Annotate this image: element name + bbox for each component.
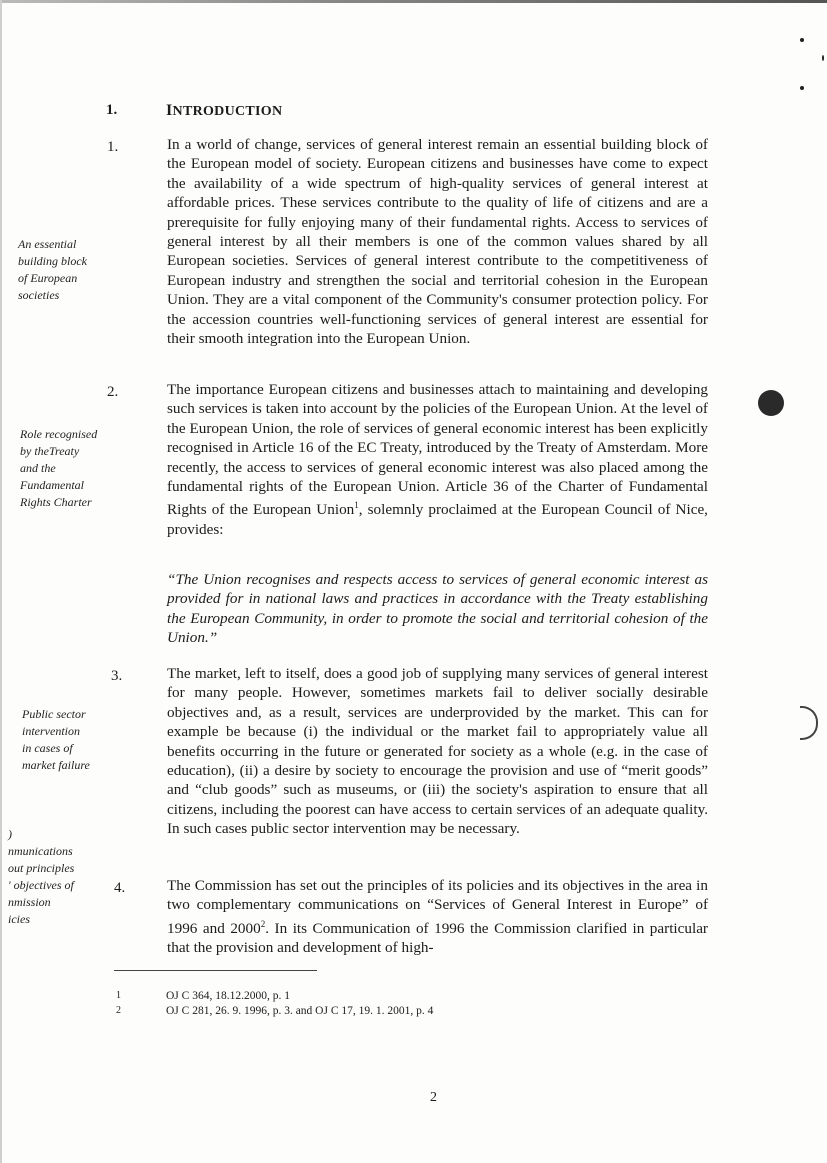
margin-note-line: societies — [18, 288, 60, 302]
footnote-rule — [114, 970, 317, 971]
margin-note-line: Role recognised — [20, 427, 98, 441]
margin-note-line: by theTreaty — [20, 444, 80, 458]
paragraph-4-text: The Commission has set out the principles of its policies and its objectives in the area in two complementary communications on “Services of General Interest in Europe” of 1996 and 2000 — [167, 877, 708, 937]
scan-bracket-mark — [800, 706, 818, 740]
margin-note-line: of European — [18, 271, 78, 285]
margin-note-role-recognised — [20, 426, 97, 511]
paragraph-4 — [167, 876, 708, 958]
scan-speck — [822, 55, 824, 61]
margin-note-line: in cases of — [22, 741, 73, 755]
margin-note-line: nmunications — [8, 844, 73, 858]
footnote-number: 2 — [116, 1005, 121, 1016]
charter-quote: “The Union recognises and respects access to services of general economic interest as provided for in national laws and practices in accordance with the Treaty establishing the European Community, in order to promote the social and territorial cohesion of the Union.” — [167, 571, 708, 647]
margin-note-line: building block — [18, 254, 87, 268]
margin-note-line: and the — [20, 461, 56, 475]
margin-note-line: An essential — [18, 237, 77, 251]
margin-note-line: icies — [8, 912, 30, 926]
paragraph-2 — [167, 380, 708, 539]
margin-note-line: intervention — [22, 724, 80, 738]
scan-speck — [800, 86, 804, 90]
section-title-rest: NTRODUCTION — [172, 104, 283, 119]
scan-left-edge — [0, 0, 2, 1163]
footnote-text: OJ C 364, 18.12.2000, p. 1 — [166, 990, 290, 1002]
footnote-ref: 2 — [260, 918, 266, 929]
margin-note-line: out principles — [8, 861, 75, 875]
paragraph-number: 3. — [111, 668, 123, 684]
paragraph-number: 4. — [114, 880, 126, 896]
paragraph-3: The market, left to itself, does a good job of supplying many services of general interest for many people. However, sometimes markets fail to deliver socially desirable objectives and, as a result, services are underprovided by the market. This can for example be because (i) the individual or the market fail to appropriately value all benefits occurring in the future or generated for society as a whole (e.g. in the case of education), (ii) a desire by society to encourage the provision and use of “merit goods” and “club goods” such as museums, or (iii) the society's aspiration to ensure that all citizens, including the poorest can have access to certain services of an adequate quality. In such cases public sector intervention may be necessary. — [167, 665, 708, 838]
scan-speck — [800, 38, 804, 42]
footnote-ref: 1 — [354, 500, 359, 511]
section-title-initial: I — [166, 102, 173, 119]
page-number: 2 — [430, 1090, 437, 1105]
margin-note-line: Fundamental — [20, 478, 84, 492]
footnote-text: OJ C 281, 26. 9. 1996, p. 3. and OJ C 17, 19. 1. 2001, p. 4 — [166, 1005, 434, 1017]
paragraph-number: 2. — [107, 384, 119, 400]
section-number: 1. — [106, 102, 118, 118]
punch-hole — [758, 390, 784, 416]
margin-note-line: Rights Charter — [20, 495, 92, 509]
margin-note-essential-building-block — [18, 236, 87, 304]
scan-top-edge — [0, 0, 827, 3]
paragraph-4-text-end: . In its Communication of 1996 the Commission clarified in particular that the provision and development of high- — [167, 919, 708, 957]
margin-note-line: Public sector — [22, 707, 86, 721]
paragraph-1: In a world of change, services of general interest remain an essential building block of the European model of society. European citizens and businesses have come to expect the availability of a wide spectrum of high-quality services of general interest at affordable prices. These services contribute to the quality of life of citizens and are a prerequisite for fully enjoying many of their fundamental rights. Access to services of general interest by all their members is one of the common values shared by all European societies. Services of general interest contribute to the competitiveness of European industry and strengthen the social and territorial cohesion in the European Union. They are a vital component of the Community's consumer protection policy. For the accession countries well-functioning services of general interest are essential for their smooth integration into the European Union. — [167, 136, 708, 348]
margin-note-line: ' objectives of — [8, 878, 74, 892]
margin-note-public-sector-intervention — [22, 706, 90, 774]
paragraph-number: 1. — [107, 139, 119, 155]
paragraph-2-text-end: , solemnly proclaimed at the European Council of Nice, provides: — [167, 501, 708, 538]
margin-note-line: ) — [8, 827, 12, 841]
margin-note-line: market failure — [22, 758, 90, 772]
section-title — [166, 102, 282, 120]
margin-note-line: nmission — [8, 895, 51, 909]
paragraph-2-text: The importance European citizens and businesses attach to maintaining and developing such services is taken into account by the policies of the European Union. At the level of the European Union, the role of services of general economic interest has been explicitly recognised in Article 16 of the EC Treaty, introduced by the Treaty of Amsterdam. More recently, the access to services of general economic interest was also placed among the fundamental rights of the European Union. Article 36 of the Charter of Fundamental Rights of the European Union — [167, 381, 708, 519]
margin-note-communications — [8, 826, 74, 928]
footnote-number: 1 — [116, 990, 121, 1001]
